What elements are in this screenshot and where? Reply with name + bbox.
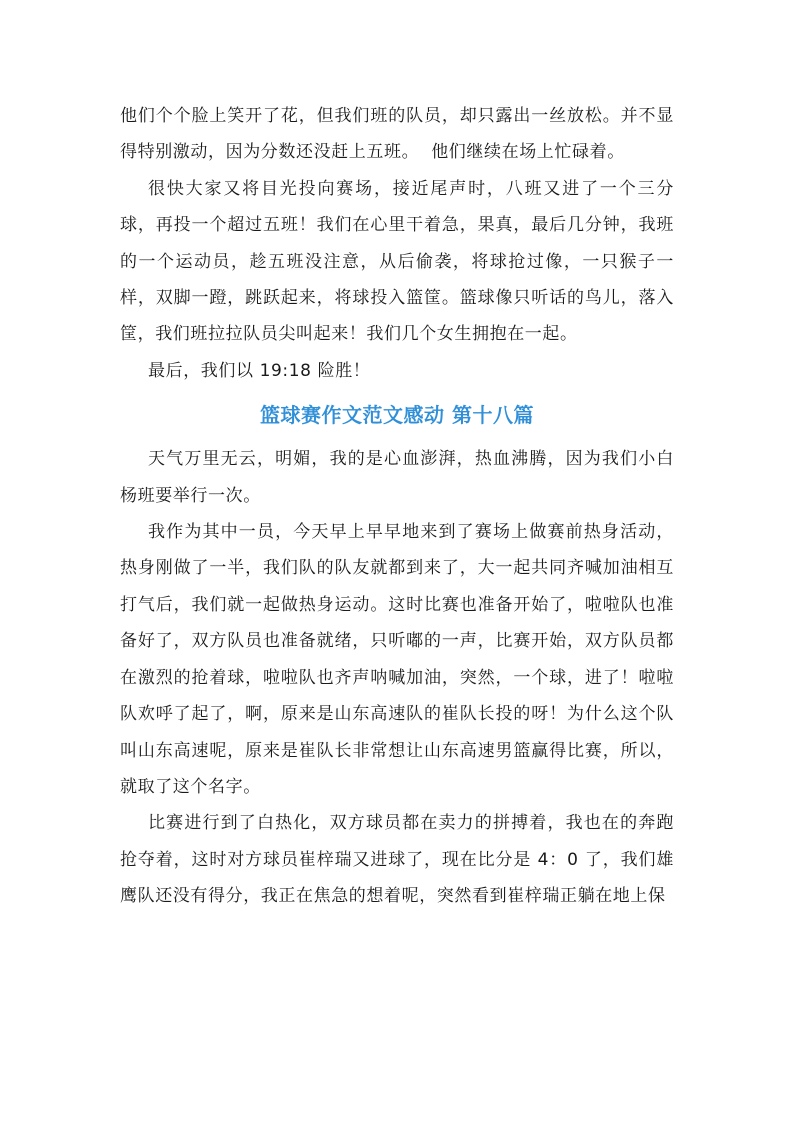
paragraph: 很快大家又将目光投向赛场，接近尾声时，八班又进了一个三分球，再投一个超过五班！我们在心里干着急，果真，最后几分钟，我班的一个运动员，趁五班没注意，从后偷袭，将球抢过像，一只猴子一样，双脚一蹬，跳跃起来，将球投入篮筐。篮球像只听话的鸟儿，落入筐，我们班拉拉队员尖叫起来！我们几个女生拥抱在一起。: [120, 178, 674, 345]
paragraph: 我作为其中一员，今天早上早早地来到了赛场上做赛前热身活动，热身刚做了一半，我们队的队友就都到来了，大一起共同齐喊加油相互打气后，我们就一起做热身运动。这时比赛也准备开始了，啦啦队也准备好了，双方队员也准备就绪，只听嘟的一声，比赛开始，双方队员都在激烈的抢着球，啦啦队也齐声呐喊加油，突然，一个球，进了！啦啦队欢呼了起了，啊，原来是山东高速队的崔队长投的呀！为什么这个队叫山东高速呢，原来是崔队长非常想让山东高速男篮赢得比赛，所以，就取了这个名字。: [120, 522, 674, 797]
paragraph-continued: 他们个个脸上笑开了花，但我们班的队员，却只露出一丝放松。并不显得特别激动，因为分数还没赶上五班。 他们继续在场上忙碌着。: [120, 106, 674, 163]
paragraph: 比赛进行到了白热化，双方球员都在卖力的拼搏着，我也在的奔跑抢夺着，这时对方球员崔梓瑞又进球了，现在比分是 4：0 了，我们雄鹰队还没有得分，我正在焦急的想着呢，突然看到崔梓瑞正躺在地上保: [120, 813, 674, 907]
paragraph-result: 最后，我们以 19:18 险胜！: [148, 360, 371, 381]
section-title: 篮球赛作文范文感动 第十八篇: [260, 403, 534, 428]
paragraph: 天气万里无云，明媚，我的是心血澎湃，热血沸腾，因为我们小白杨班要举行一次。: [120, 449, 674, 506]
document-body: [120, 98, 674, 915]
